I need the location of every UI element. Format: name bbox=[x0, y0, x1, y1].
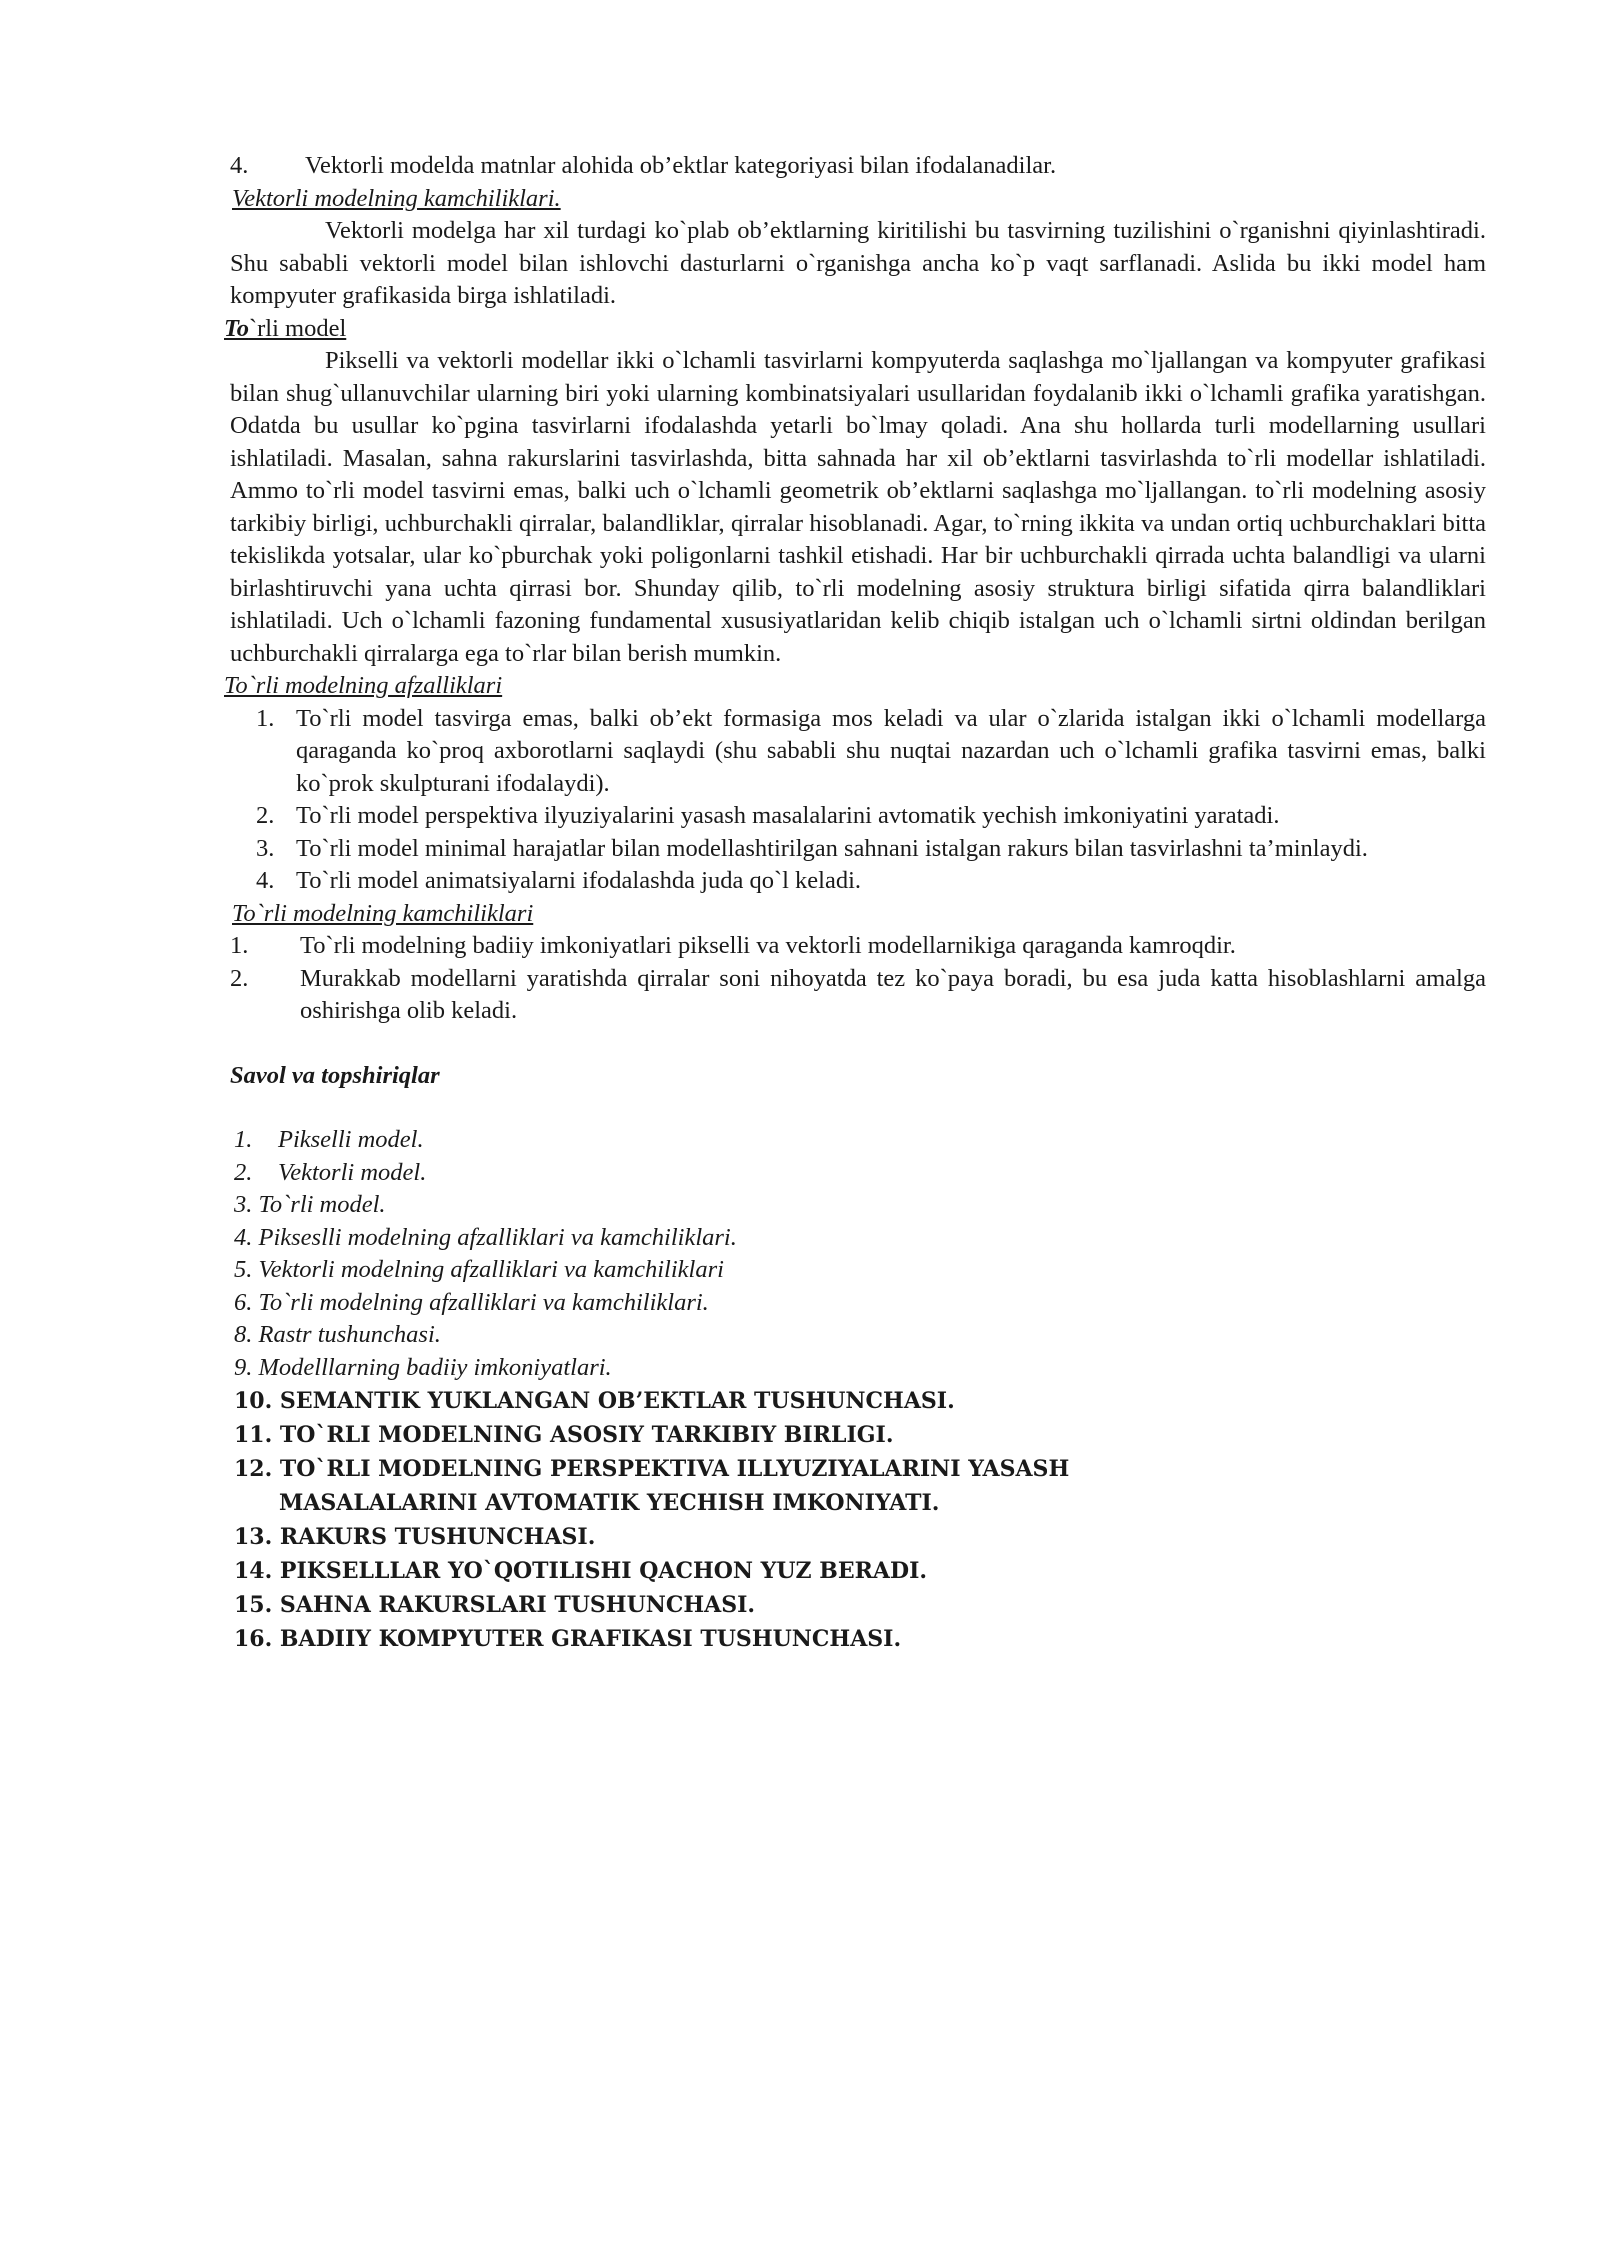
list-item: 3. To`rli model minimal harajatlar bilan modellashtirilgan sahnani istalgan rakurs bilan tasvirlashni ta’minlaydi. bbox=[256, 834, 1368, 862]
paragraph-torli-model: Pikselli va vektorli modellar ikki o`lchamli tasvirlarni kompyuterda saqlashga mo`ljallangan va kompyuter grafikasi bilan shug`ullanuvchilar ularning biri yoki ularning kombinatsiyalari usullaridan foydalanib ikki o`lchamli grafika yaratishgan. Odatda bu usullar ko`pgina tasvirlarni ifodalashda yetarli bo`lmay qoladi. Ana shu hollarda turli modellarning usullari ishlatiladi. Masalan, sahna rakurslarini tasvirlashda, bitta sahnada har xil ob’ektlarni tasvirlashda to`rli modellar ishlatiladi. Ammo to`rli model tasvirni emas, balki uch o`lchamli geometrik ob’ektlarni saqlashga mo`ljallangan. to`rli modelning asosiy tarkibiy birligi, uchburchakli qirralar, balandliklar, qirralar hisoblanadi. Agar, to`rning ikkita va undan ortiq uchburchaklari bitta tekislikda yotsalar, ular ko`pburchak yoki poligonlarni tashkil etishadi. Har bir uchburchakli qirrada uchta balandligi va ularni birlashtiruvchi yana uchta qirrasi bor. Shunday qilib, to`rli modelning asosiy struktura birligi sifatida qirra balandliklari ishlatiladi. Uch o`lchamli fazoning fundamental xususiyatlaridan kelib chiqib istalgan uch o`lchamli sirtni oldindan berilgan uchburchakli qirralarga ega to`rlar bilan berish mumkin. bbox=[230, 347, 1486, 667]
savol-heading: Savol va topshiriqlar bbox=[230, 1061, 440, 1089]
kamchiliklari-list bbox=[230, 930, 1486, 1028]
list-item: 15. SAHNA RAKURSLARI TUSHUNCHASI. bbox=[234, 1592, 756, 1618]
list-item: 9. Modelllarning badiiy imkoniyatlari. bbox=[234, 1353, 612, 1381]
list-item: 3. To`rli model. bbox=[234, 1191, 386, 1218]
savol-bold-list bbox=[230, 1384, 1486, 1656]
list-item-continuation: MASALALARINI AVTOMATIK YECHISH IMKONIYATI. bbox=[279, 1490, 940, 1516]
intro-line-text: Vektorli modelda matnlar alohida ob’ektlar kategoriyasi bilan ifodalanadilar. bbox=[305, 152, 1057, 179]
spacer bbox=[230, 1028, 1486, 1060]
section-heading-kamchiliklari: To`rli modelning kamchiliklari bbox=[232, 899, 534, 927]
list-item: 4. To`rli model animatsiyalarni ifodalashda juda qo`l keladi. bbox=[256, 867, 862, 894]
intro-line bbox=[230, 150, 1486, 183]
savol-italic-list bbox=[230, 1124, 1486, 1384]
section-heading-torli-model: To`rli model bbox=[224, 314, 347, 342]
list-item: 11. TO`RLI MODELNING ASOSIY TARKIBIY BIRLIGI. bbox=[234, 1422, 894, 1448]
spacer bbox=[230, 1092, 1486, 1124]
list-item: 10. SEMANTIK YUKLANGAN OB’EKTLAR TUSHUNCHASI. bbox=[234, 1388, 955, 1414]
paragraph-vektor-kamchiliklari: Vektorli modelga har xil turdagi ko`plab ob’ektlarning kiritilishi bu tasvirning tuzilishini o`rganishni qiyinlashtiradi. Shu sababli vektorli model bilan ishlovchi dasturlarni o`rganishga ancha ko`p vaqt sarflanadi. Aslida bu ikki model ham kompyuter grafikasida birga ishlatiladi. bbox=[230, 217, 1486, 309]
list-item: 16. BADIIY KOMPYUTER GRAFIKASI TUSHUNCHASI. bbox=[234, 1626, 902, 1652]
list-item: 4. Pikseslli modelning afzalliklari va kamchiliklari. bbox=[234, 1223, 737, 1251]
list-item: 6. To`rli modelning afzalliklari va kamchiliklari. bbox=[234, 1288, 709, 1316]
intro-line-number: 4. bbox=[230, 152, 249, 179]
list-item: 2. To`rli model perspektiva ilyuziyalarini yasash masalalarini avtomatik yechish imkoniyatini yaratadi. bbox=[256, 802, 1280, 829]
list-item: 2. Vektorli model. bbox=[234, 1158, 427, 1186]
list-item: 1. To`rli model tasvirga emas, balki ob’ekt formasiga mos keladi va ular o`zlarida istalgan ikki o`lchamli modellarga qaraganda ko`proq axborotlarni saqlaydi (shu sababli shu nuqtai nazardan uch o`lchamli grafika tasvirni emas, balki ko`prok skulpturani ifodalaydi). bbox=[256, 704, 1486, 797]
list-item: 1. Pikselli model. bbox=[234, 1126, 424, 1153]
list-item: 5. Vektorli modelning afzalliklari va kamchiliklari bbox=[234, 1256, 724, 1283]
list-item: 12. TO`RLI MODELNING PERSPEKTIVA ILLYUZIYALARINI YASASH bbox=[234, 1456, 1070, 1482]
section-heading-afzalliklari: To`rli modelning afzalliklari bbox=[224, 672, 503, 699]
list-item: 14. PIKSELLLAR YO`QOTILISHI QACHON YUZ BERADI. bbox=[234, 1558, 928, 1584]
list-item: 2. Murakkab modellarni yaratishda qirralar soni nihoyatda tez ko`paya boradi, bu esa juda katta hisoblashlarni amalga oshirishga olib keladi. bbox=[230, 964, 1486, 1024]
afzalliklari-list bbox=[230, 703, 1486, 898]
section-heading-vektor-kamchiliklari: Vektorli modelning kamchiliklari. bbox=[232, 184, 561, 212]
list-item: 8. Rastr tushunchasi. bbox=[234, 1321, 441, 1348]
document-page bbox=[224, 150, 1486, 1656]
list-item: 1. To`rli modelning badiiy imkoniyatlari pikselli va vektorli modellarnikiga qaraganda kamroqdir. bbox=[230, 932, 1236, 959]
list-item: 13. RAKURS TUSHUNCHASI. bbox=[234, 1524, 596, 1550]
